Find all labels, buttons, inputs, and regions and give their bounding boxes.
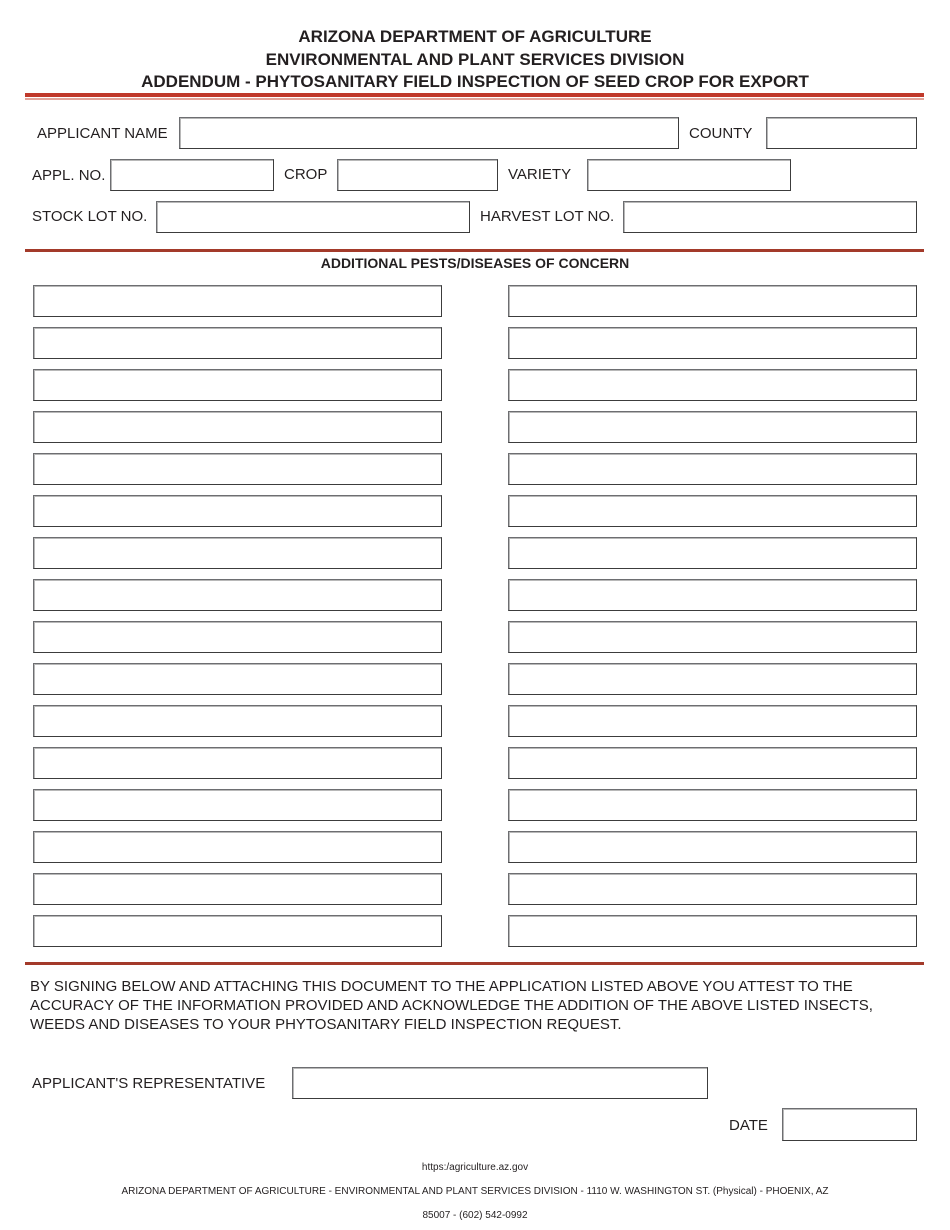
pest-entry-field-left-4[interactable]	[33, 411, 442, 443]
pest-entry-field-left-6[interactable]	[33, 495, 442, 527]
attestation-divider	[25, 962, 924, 965]
pest-entry-field-left-13[interactable]	[33, 789, 442, 821]
header-divider	[25, 93, 924, 97]
variety-field[interactable]	[587, 159, 791, 191]
section-divider	[25, 249, 924, 252]
attestation-text: BY SIGNING BELOW AND ATTACHING THIS DOCUMENT TO THE APPLICATION LISTED ABOVE YOU ATTEST TO THE ACCURACY OF THE INFORMATION PROVIDED AND ACKNOWLEDGE THE ADDITION OF THE ABOVE LISTED INSECTS, WEEDS AND DISEASES TO YOUR PHYTOSANITARY FIELD INSPECTION REQUEST.	[30, 978, 873, 1033]
applicant-name-label: APPLICANT NAME	[37, 125, 168, 142]
date-field[interactable]	[782, 1108, 917, 1141]
county-field[interactable]	[766, 117, 917, 149]
pest-entry-field-right-10[interactable]	[508, 663, 917, 695]
pest-entry-field-right-11[interactable]	[508, 705, 917, 737]
pest-entry-field-right-7[interactable]	[508, 537, 917, 569]
header-agency: ARIZONA DEPARTMENT OF AGRICULTURE	[298, 27, 652, 46]
pest-entry-field-right-12[interactable]	[508, 747, 917, 779]
stock-lot-no-label: STOCK LOT NO.	[32, 208, 148, 225]
pest-entry-field-right-14[interactable]	[508, 831, 917, 863]
stock-lot-no-field[interactable]	[156, 201, 470, 233]
county-label: COUNTY	[689, 125, 753, 142]
representative-signature-field[interactable]	[292, 1067, 708, 1099]
pest-entry-field-right-2[interactable]	[508, 327, 917, 359]
pest-entry-field-right-5[interactable]	[508, 453, 917, 485]
pest-entry-field-right-16[interactable]	[508, 915, 917, 947]
crop-field[interactable]	[337, 159, 498, 191]
applicant-name-field[interactable]	[179, 117, 679, 149]
pest-entry-field-right-13[interactable]	[508, 789, 917, 821]
harvest-lot-no-label: HARVEST LOT NO.	[480, 208, 615, 225]
footer-address: ARIZONA DEPARTMENT OF AGRICULTURE - ENVIRONMENTAL AND PLANT SERVICES DIVISION - 1110 W. WASHINGTON ST. (Physical) - PHOENIX, AZ	[121, 1186, 829, 1197]
pest-entry-field-left-7[interactable]	[33, 537, 442, 569]
footer-zip-phone: 85007 - (602) 542-0992	[422, 1210, 528, 1221]
pest-entry-field-right-15[interactable]	[508, 873, 917, 905]
form-title: ADDENDUM - PHYTOSANITARY FIELD INSPECTION OF SEED CROP FOR EXPORT	[141, 72, 809, 91]
footer-url: https:/agriculture.az.gov	[421, 1162, 529, 1173]
appl-no-field[interactable]	[110, 159, 274, 191]
pest-entry-field-left-16[interactable]	[33, 915, 442, 947]
pest-entry-field-right-3[interactable]	[508, 369, 917, 401]
harvest-lot-no-field[interactable]	[623, 201, 917, 233]
pest-entry-field-left-12[interactable]	[33, 747, 442, 779]
date-label: DATE	[729, 1117, 768, 1134]
pest-entry-field-right-6[interactable]	[508, 495, 917, 527]
crop-label: CROP	[284, 166, 328, 183]
header-division: ENVIRONMENTAL AND PLANT SERVICES DIVISION	[265, 50, 685, 69]
pest-entry-field-left-10[interactable]	[33, 663, 442, 695]
header-divider-accent	[25, 98, 924, 100]
variety-label: VARIETY	[508, 166, 572, 183]
pests-section-title: ADDITIONAL PESTS/DISEASES OF CONCERN	[320, 255, 630, 271]
pest-entry-field-left-3[interactable]	[33, 369, 442, 401]
representative-label: APPLICANT'S REPRESENTATIVE	[32, 1075, 266, 1092]
pest-entry-field-right-9[interactable]	[508, 621, 917, 653]
pest-entry-field-left-1[interactable]	[33, 285, 442, 317]
pest-entry-field-left-15[interactable]	[33, 873, 442, 905]
pest-entry-field-left-2[interactable]	[33, 327, 442, 359]
pest-entry-field-right-1[interactable]	[508, 285, 917, 317]
pest-entry-field-right-4[interactable]	[508, 411, 917, 443]
pest-entry-field-left-5[interactable]	[33, 453, 442, 485]
pest-entry-field-left-14[interactable]	[33, 831, 442, 863]
pest-entry-field-left-9[interactable]	[33, 621, 442, 653]
appl-no-label: APPL. NO.	[32, 167, 106, 184]
pest-entry-field-left-8[interactable]	[33, 579, 442, 611]
pest-entry-field-left-11[interactable]	[33, 705, 442, 737]
pest-entry-field-right-8[interactable]	[508, 579, 917, 611]
